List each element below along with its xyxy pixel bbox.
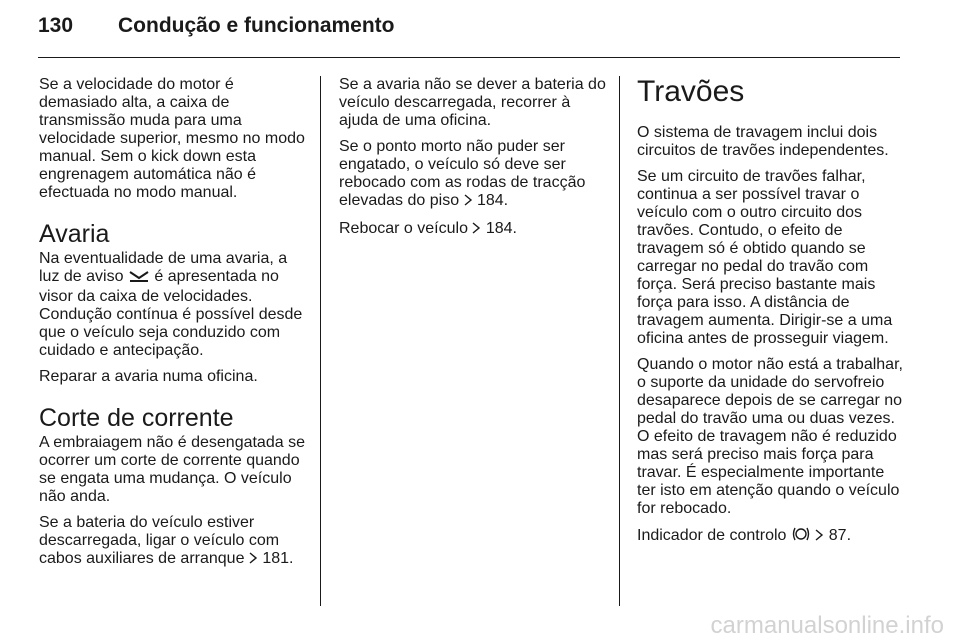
heading-avaria: Avaria [39, 220, 110, 248]
page-header-title: Condução e funcionamento [118, 14, 395, 37]
paragraph-travoes-3: Quando o motor não está a trabalhar, o suporte da unidade do servofreio desaparece depois de se carregar no pedal do travão uma ou duas vezes. O efeito de travagem não é reduzido mas será preciso mais força para travar. É especialmente importante ter isto em atenção quando o veículo for rebocado. [637, 356, 903, 517]
text-column-1 [39, 76, 309, 578]
paragraph-avaria-repair: Reparar a avaria numa oficina. [39, 368, 258, 385]
avaria-text-b: é apresentada no visor da caixa de velocidades. Condução contínua é possível desde que o veículo seja conduzido com cuidado e antecipação. [39, 268, 303, 359]
column-divider-left [320, 76, 321, 606]
header-divider [38, 57, 900, 58]
paragraph-travoes-2: Se um circuito de travões falhar, continua a ser possível travar o veículo com o outro circuito dos travões. Contudo, o efeito de travagem só é obtido quando se carregar no pedal do travão com força. Será preciso bastante mais força para isso. A distância de travagem aumenta. Dirigir-se a uma oficina antes de prosseguir viagem. [637, 168, 893, 347]
heading-travoes: Travões [637, 75, 745, 108]
ponto-morto-text: Se o ponto morto não puder ser engatado, o veículo só deve ser rebocado com as rodas de tracção elevadas do piso [339, 138, 586, 209]
indicador-text: Indicador de controlo [637, 527, 791, 544]
avaria-text-a: Na eventualidade de uma avaria, a luz de aviso [39, 250, 288, 285]
ref-arrow-icon [249, 551, 258, 570]
corte-text: Se a bateria do veículo estiver descarregada, ligar o veículo com cabos auxiliares de arranque [39, 514, 280, 567]
ref-arrow-icon [464, 193, 473, 212]
paragraph-avaria-warning [39, 250, 309, 360]
paragraph-ponto-morto [339, 138, 609, 212]
page-ref-87[interactable]: 87. [828, 527, 852, 544]
paragraph-corte-2 [39, 514, 309, 570]
text-column-2 [339, 76, 609, 248]
paragraph-avaria-oficina: Se a avaria não se dever a bateria do veículo descarregada, recorrer à ajuda de uma oficina. [339, 76, 606, 129]
page-ref-184[interactable]: 184. [476, 192, 509, 209]
page-ref-181[interactable]: 181. [262, 550, 294, 567]
ref-arrow-icon [472, 221, 481, 240]
column-divider-right [619, 76, 620, 606]
gearbox-warning-icon [128, 269, 150, 288]
page-ref-184-rebocar[interactable]: 184. [485, 220, 517, 237]
paragraph-kickdown: Se a velocidade do motor é demasiado alta, a caixa de transmissão muda para uma velocidade superior, mesmo no modo manual. Sem o kick down esta engrenagem automática não é efectuada no modo manual. [39, 76, 305, 201]
ref-arrow-icon [815, 528, 824, 547]
rebocar-text: Rebocar o veículo [339, 220, 473, 237]
watermark: carmanualsonline.info [710, 612, 944, 639]
heading-corte-corrente: Corte de corrente [39, 404, 234, 432]
paragraph-indicador [637, 526, 917, 547]
brake-indicator-icon [791, 526, 811, 547]
paragraph-travoes-1: O sistema de travagem inclui dois circuitos de travões independentes. [637, 124, 889, 159]
text-column-3 [637, 76, 917, 555]
paragraph-corte-1: A embraiagem não é desengatada se ocorrer um corte de corrente quando se engata uma mudança. O veículo não anda. [39, 434, 305, 505]
page-number: 130 [38, 14, 74, 37]
paragraph-rebocar [339, 220, 609, 240]
